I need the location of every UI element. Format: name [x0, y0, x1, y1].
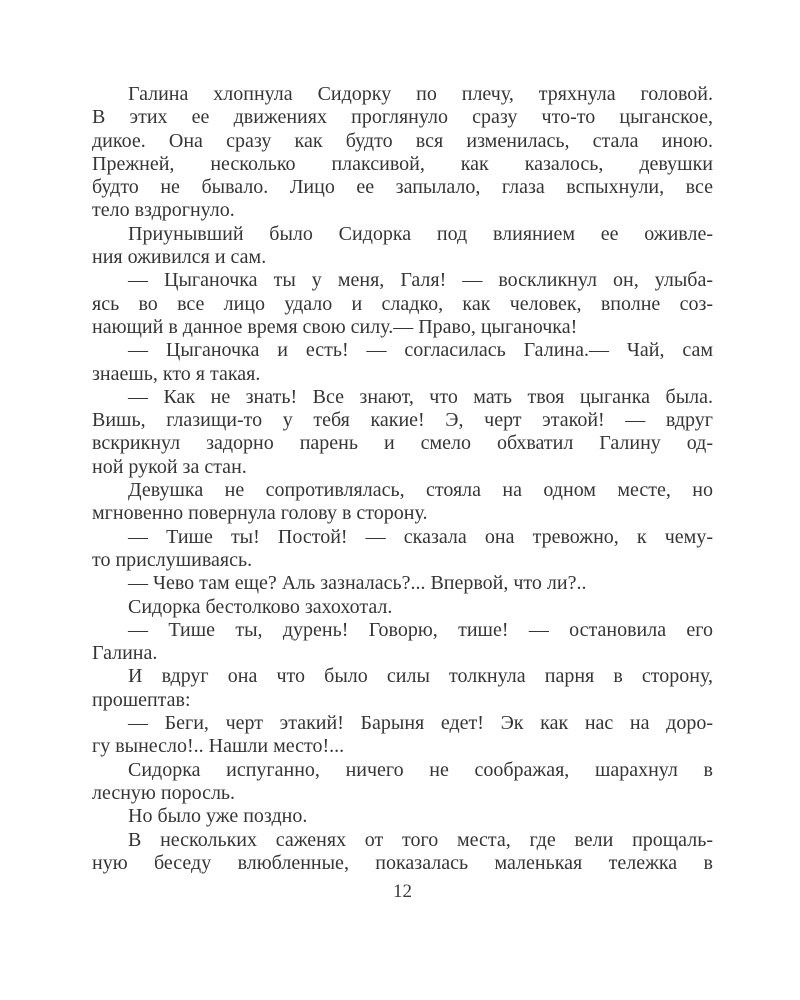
text-line: Галина хлопнула Сидорку по плечу, тряхнула головой.: [128, 83, 713, 105]
text-line: мгновенно повернула голову в сторону.: [92, 502, 428, 525]
text-line: Сидорка бестолково захохотал.: [128, 595, 393, 618]
text-line: — Беги, черт этакий! Барыня едет! Эк как нас на доро-: [128, 712, 713, 735]
text-line: лесную поросль.: [92, 781, 236, 804]
text-line: Сидорка испуганно, ничего не соображая, шарахнул в: [128, 758, 713, 781]
text-line: Прежней, несколько плаксивой, как казалось, девушки: [92, 152, 713, 175]
text-line: нающий в данное время свою силу.— Право, цыганочка!: [92, 315, 578, 338]
text-line: то прислушиваясь.: [92, 548, 253, 571]
text-line: Девушка не сопротивлялась, стояла на одном месте, но: [128, 479, 713, 502]
text-line: Вишь, глазищи-то у тебя какие! Э, черт этакой! — вдруг: [92, 409, 713, 432]
text-line: ния оживился и сам.: [92, 246, 267, 269]
text-line: дикое. Она сразу как будто вся изменилась, стала иною.: [92, 129, 713, 152]
page-number: 12: [393, 881, 412, 902]
text-line: вскрикнул задорно парень и смело обхватил Галину од-: [92, 432, 713, 455]
text-line: ную беседу влюбленные, показалась маленькая тележка в: [92, 851, 713, 874]
text-line: — Как не знать! Все знают, что мать твоя цыганка была.: [128, 385, 713, 408]
text-line: гу вынесло!.. Нашли место!...: [92, 735, 345, 758]
text-line: — Тише ты, дурень! Говорю, тише! — остановила его: [128, 618, 713, 641]
text-line: Но было уже поздно.: [128, 805, 308, 828]
text-line: знаешь, кто я такая.: [92, 362, 261, 385]
text-line: Галина.: [92, 642, 158, 665]
text-line: И вдруг она что было силы толкнула парня в сторону,: [128, 665, 713, 688]
text-line: прошептав:: [92, 688, 191, 711]
text-line: В нескольких саженях от того места, где вели прощаль-: [128, 828, 713, 851]
text-line: — Цыганочка ты у меня, Галя! — воскликнул он, улыба-: [128, 269, 713, 292]
text-line: — Чево там еще? Аль зазналась?... Впервой, что ли?..: [128, 572, 587, 595]
text-line: — Тише ты! Постой! — сказала она тревожно, к чему-: [128, 525, 713, 548]
text-line: ной рукой за стан.: [92, 455, 247, 478]
text-line: тело вздрогнуло.: [92, 199, 235, 222]
text-line: Приунывший было Сидорка под влиянием ее оживле-: [128, 222, 713, 245]
text-block: [92, 83, 713, 875]
text-line: В этих ее движениях проглянуло сразу что-то цыганское,: [92, 106, 713, 129]
text-line: — Цыганочка и есть! — согласилась Галина.— Чай, сам: [128, 339, 713, 362]
text-line: будто не бывало. Лицо ее запылало, глаза вспыхнули, все: [92, 176, 713, 199]
text-line: ясь во все лицо удало и сладко, как человек, вполне соз-: [92, 292, 713, 315]
